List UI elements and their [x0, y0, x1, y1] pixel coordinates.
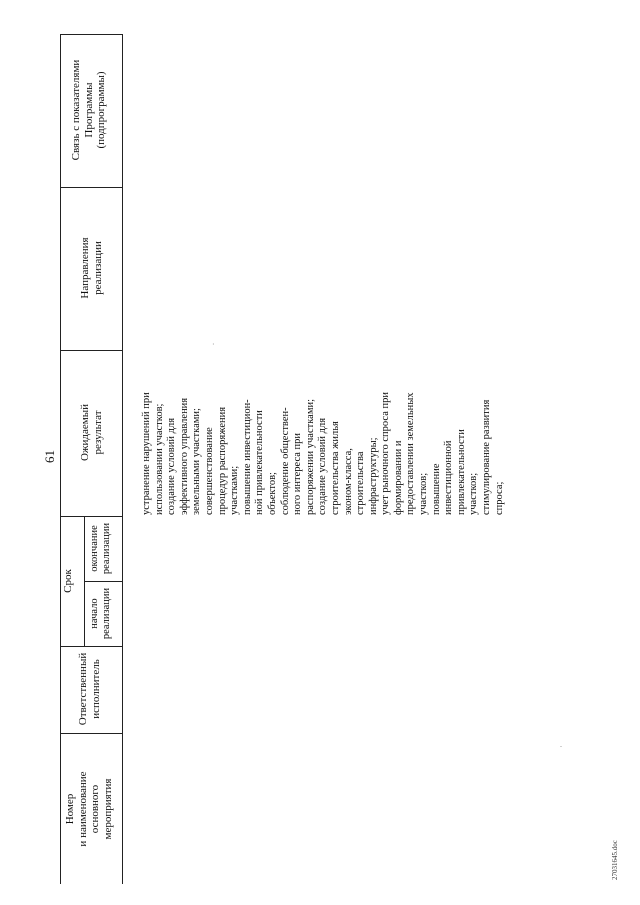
scan-mark: ·	[212, 340, 215, 349]
result-line: процедур распоряжения	[216, 406, 228, 515]
result-line: земельными участками;	[191, 408, 203, 515]
result-line: эффективного управления	[178, 397, 190, 515]
page-number: 61	[42, 450, 57, 463]
result-line: строительства жилья	[329, 421, 341, 515]
result-line: повышение инвестицион-	[241, 399, 253, 515]
result-line: устранение нарушений при	[141, 392, 152, 515]
result-line: стимулирование развития	[481, 399, 493, 515]
expected-result-text	[141, 350, 506, 515]
result-line: инфраструктуры;	[367, 437, 379, 515]
result-line: ного интереса при	[292, 432, 304, 515]
result-line: совершенствование	[203, 427, 215, 515]
result-line: участками;	[229, 465, 241, 515]
result-line: создание условий для	[317, 417, 329, 515]
header-directions: Направления реализации	[79, 237, 104, 299]
result-line: повышение	[430, 463, 442, 515]
result-line: учет рыночного спроса при	[380, 392, 392, 515]
header-expected-result: Ожидаемый результат	[79, 403, 104, 462]
header-executor: Ответственный исполнитель	[77, 652, 102, 726]
result-line: спроса;	[493, 481, 505, 515]
header-number-name: Номер и наименование основного мероприятия	[64, 771, 114, 847]
result-line: участков;	[468, 472, 480, 515]
result-line: эконом-класса,	[342, 448, 354, 515]
header-term: Срок	[62, 569, 74, 593]
result-line: строительства	[355, 451, 367, 515]
result-line: привлекательности	[455, 429, 467, 515]
result-line: формировании и	[392, 440, 404, 515]
header-term-end: окончание реализации	[89, 522, 112, 575]
col-sep-5	[60, 733, 122, 734]
footer-file-code: 27031645.doc	[611, 840, 619, 880]
result-line: участков;	[418, 472, 430, 515]
table-header-bottom-border	[122, 34, 123, 884]
result-line: инвестиционной	[443, 440, 455, 515]
result-line: объектов;	[266, 472, 278, 515]
result-line: ной привлекательности	[254, 410, 266, 515]
result-line: создание условий для	[166, 417, 178, 515]
header-link-indicators: Связь с показателями Программы (подпрограммы)	[70, 59, 107, 161]
scan-mark: .	[560, 740, 562, 749]
result-line: соблюдение обществен-	[279, 407, 291, 515]
table-left-border	[60, 34, 61, 884]
header-term-start: начало реализации	[89, 587, 112, 640]
result-line: распоряжении участками;	[304, 398, 316, 515]
result-line: предоставлении земельных	[405, 392, 417, 515]
result-line: использовании участков;	[153, 403, 165, 515]
